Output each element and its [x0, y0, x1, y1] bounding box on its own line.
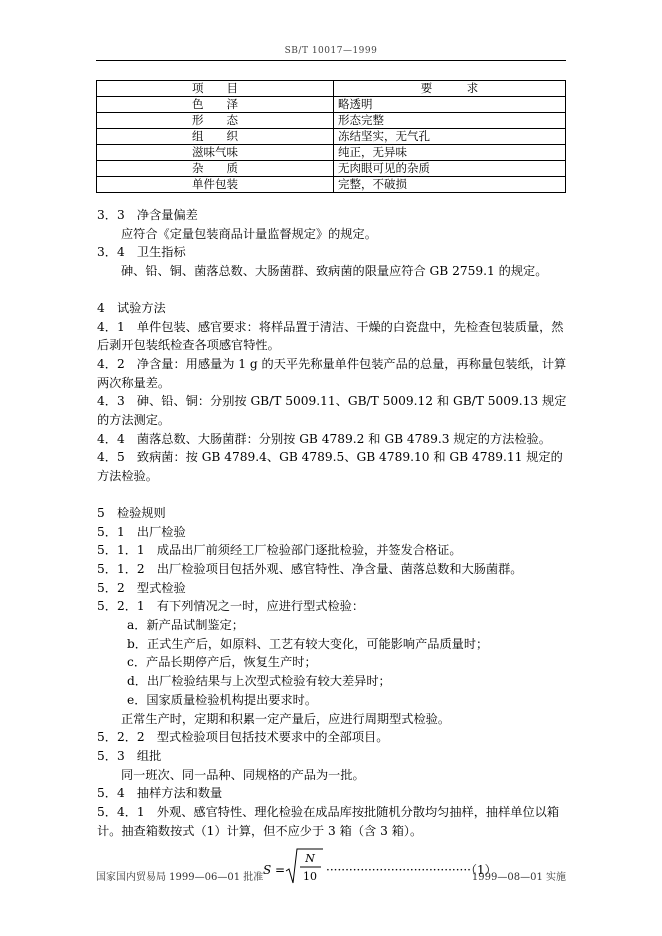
table-header-item: 项 目: [97, 81, 334, 97]
header-rule: [96, 60, 566, 61]
table-cell-value: 完整，不破损: [334, 177, 566, 193]
table-cell-item: 滋味气味: [97, 145, 334, 161]
section-5-2: 5．2 型式检验: [97, 580, 186, 595]
footer-implementation: 1999—08—01 实施: [471, 872, 566, 883]
section-5-1-2: 5．1．2 出厂检验项目包括外观、感官特性、净含量、菌落总数和大肠菌群。: [97, 561, 523, 576]
section-3-3-title: 3．3 净含量偏差: [97, 208, 198, 222]
section-5-4: 5．4 抽样方法和数量: [97, 786, 223, 801]
section-5-2-1-note: 正常生产时，定期和积累一定产量后，应进行周期型式检验。: [121, 711, 451, 726]
table-cell-value: 无肉眼可见的杂质: [334, 161, 566, 177]
section-5-title: 5 检验规则: [97, 505, 166, 520]
section-4-title: 4 试验方法: [97, 300, 166, 315]
section-4-3: 4．3 砷、铅、铜：分别按 GB/T 5009.11、GB/T 5009.12 和 GB/T 5009.13 规定的方法测定。: [97, 394, 567, 428]
spacer: [97, 281, 567, 299]
table-cell-item: 单件包装: [97, 177, 334, 193]
formula-denominator: 10: [303, 869, 317, 883]
formula-dots-and-number: ······································（1）: [326, 862, 497, 877]
section-3-3-body: 应符合《定量包装商品计量监督规定》的规定。: [121, 226, 377, 241]
table-row: [97, 129, 566, 145]
section-3-4-body: 砷、铅、铜、菌落总数、大肠菌群、致病菌的限量应符合 GB 2759.1 的规定。: [121, 264, 548, 279]
table-cell-item: 形 态: [97, 113, 334, 129]
spacer: [97, 486, 567, 504]
square-root-fraction: [285, 845, 325, 891]
section-4-5: 4．5 致病菌：按 GB 4789.4、GB 4789.5、GB 4789.10 和 GB 4789.11 规定的方法检验。: [97, 450, 563, 484]
section-5-4-1: 5．4．1 外观、感官特性、理化检验在成品库按批随机分散均匀抽样，抽样单位以箱计。抽查箱数按式（1）计算，但不应少于 3 箱（含 3 箱）。: [97, 805, 560, 838]
list-item: a．新产品试制鉴定；: [127, 618, 244, 633]
section-4-2: 4．2 净含量：用感量为 1 g 的天平先称量单件包装产品的总量，再称量包装纸，计算两次称量差。: [97, 356, 567, 390]
formula-lhs: S: [263, 862, 272, 877]
section-4-1: 4．1 单件包装、感官要求：将样品置于清洁、干燥的白瓷盘中，先检查包装质量，然后剥开包装纸检查各项感官特性。: [97, 319, 564, 353]
section-5-3-body: 同一班次、同一品种、同规格的产品为一批。: [121, 767, 365, 782]
formula-numerator: N: [305, 851, 315, 865]
section-5-3: 5．3 组批: [97, 748, 162, 763]
table-cell-item: 杂 质: [97, 161, 334, 177]
list-item: c．产品长期停产后，恢复生产时；: [127, 655, 317, 670]
section-4-4: 4．4 菌落总数、大肠菌群：分别按 GB 4789.2 和 GB 4789.3 规定的方法检验。: [97, 431, 551, 446]
table-row: [97, 161, 566, 177]
table-cell-value: 略透明: [334, 97, 566, 113]
page-header-code: SB/T 10017—1999: [284, 46, 378, 56]
requirements-table: [96, 80, 566, 193]
section-3-4-title: 3．4 卫生指标: [97, 245, 186, 260]
table-row: [97, 177, 566, 193]
table-cell-value: 纯正，无异味: [334, 145, 566, 161]
section-5-1-1: 5．1．1 成品出厂前须经工厂检验部门逐批检验，并签发合格证。: [97, 543, 462, 558]
section-5-1: 5．1 出厂检验: [97, 524, 186, 539]
table-cell-item: 色 泽: [97, 97, 334, 113]
table-row: [97, 145, 566, 161]
table-cell-item: 组 织: [97, 129, 334, 145]
table-header-row: [97, 81, 566, 97]
section-5-2-1: 5．2．1 有下列情况之一时，应进行型式检验：: [97, 599, 365, 614]
table-row: [97, 113, 566, 129]
table-row: [97, 97, 566, 113]
table-cell-value: 冻结坚实，无气孔: [334, 129, 566, 145]
list-item: b．正式生产后，如原料、工艺有较大变化，可能影响产品质量时；: [127, 636, 489, 651]
section-5-2-2: 5．2．2 型式检验项目包括技术要求中的全部项目。: [97, 730, 389, 745]
formula-equals: =: [275, 862, 286, 877]
list-item: d．出厂检验结果与上次型式检验有较大差异时；: [127, 674, 391, 689]
document-body: [97, 206, 567, 891]
table-header-value: 要 求: [334, 81, 566, 97]
table-cell-value: 形态完整: [334, 113, 566, 129]
footer-approval: 国家国内贸易局 1999—06—01 批准: [96, 872, 264, 883]
list-item: e．国家质量检验机构提出要求时。: [127, 692, 318, 707]
